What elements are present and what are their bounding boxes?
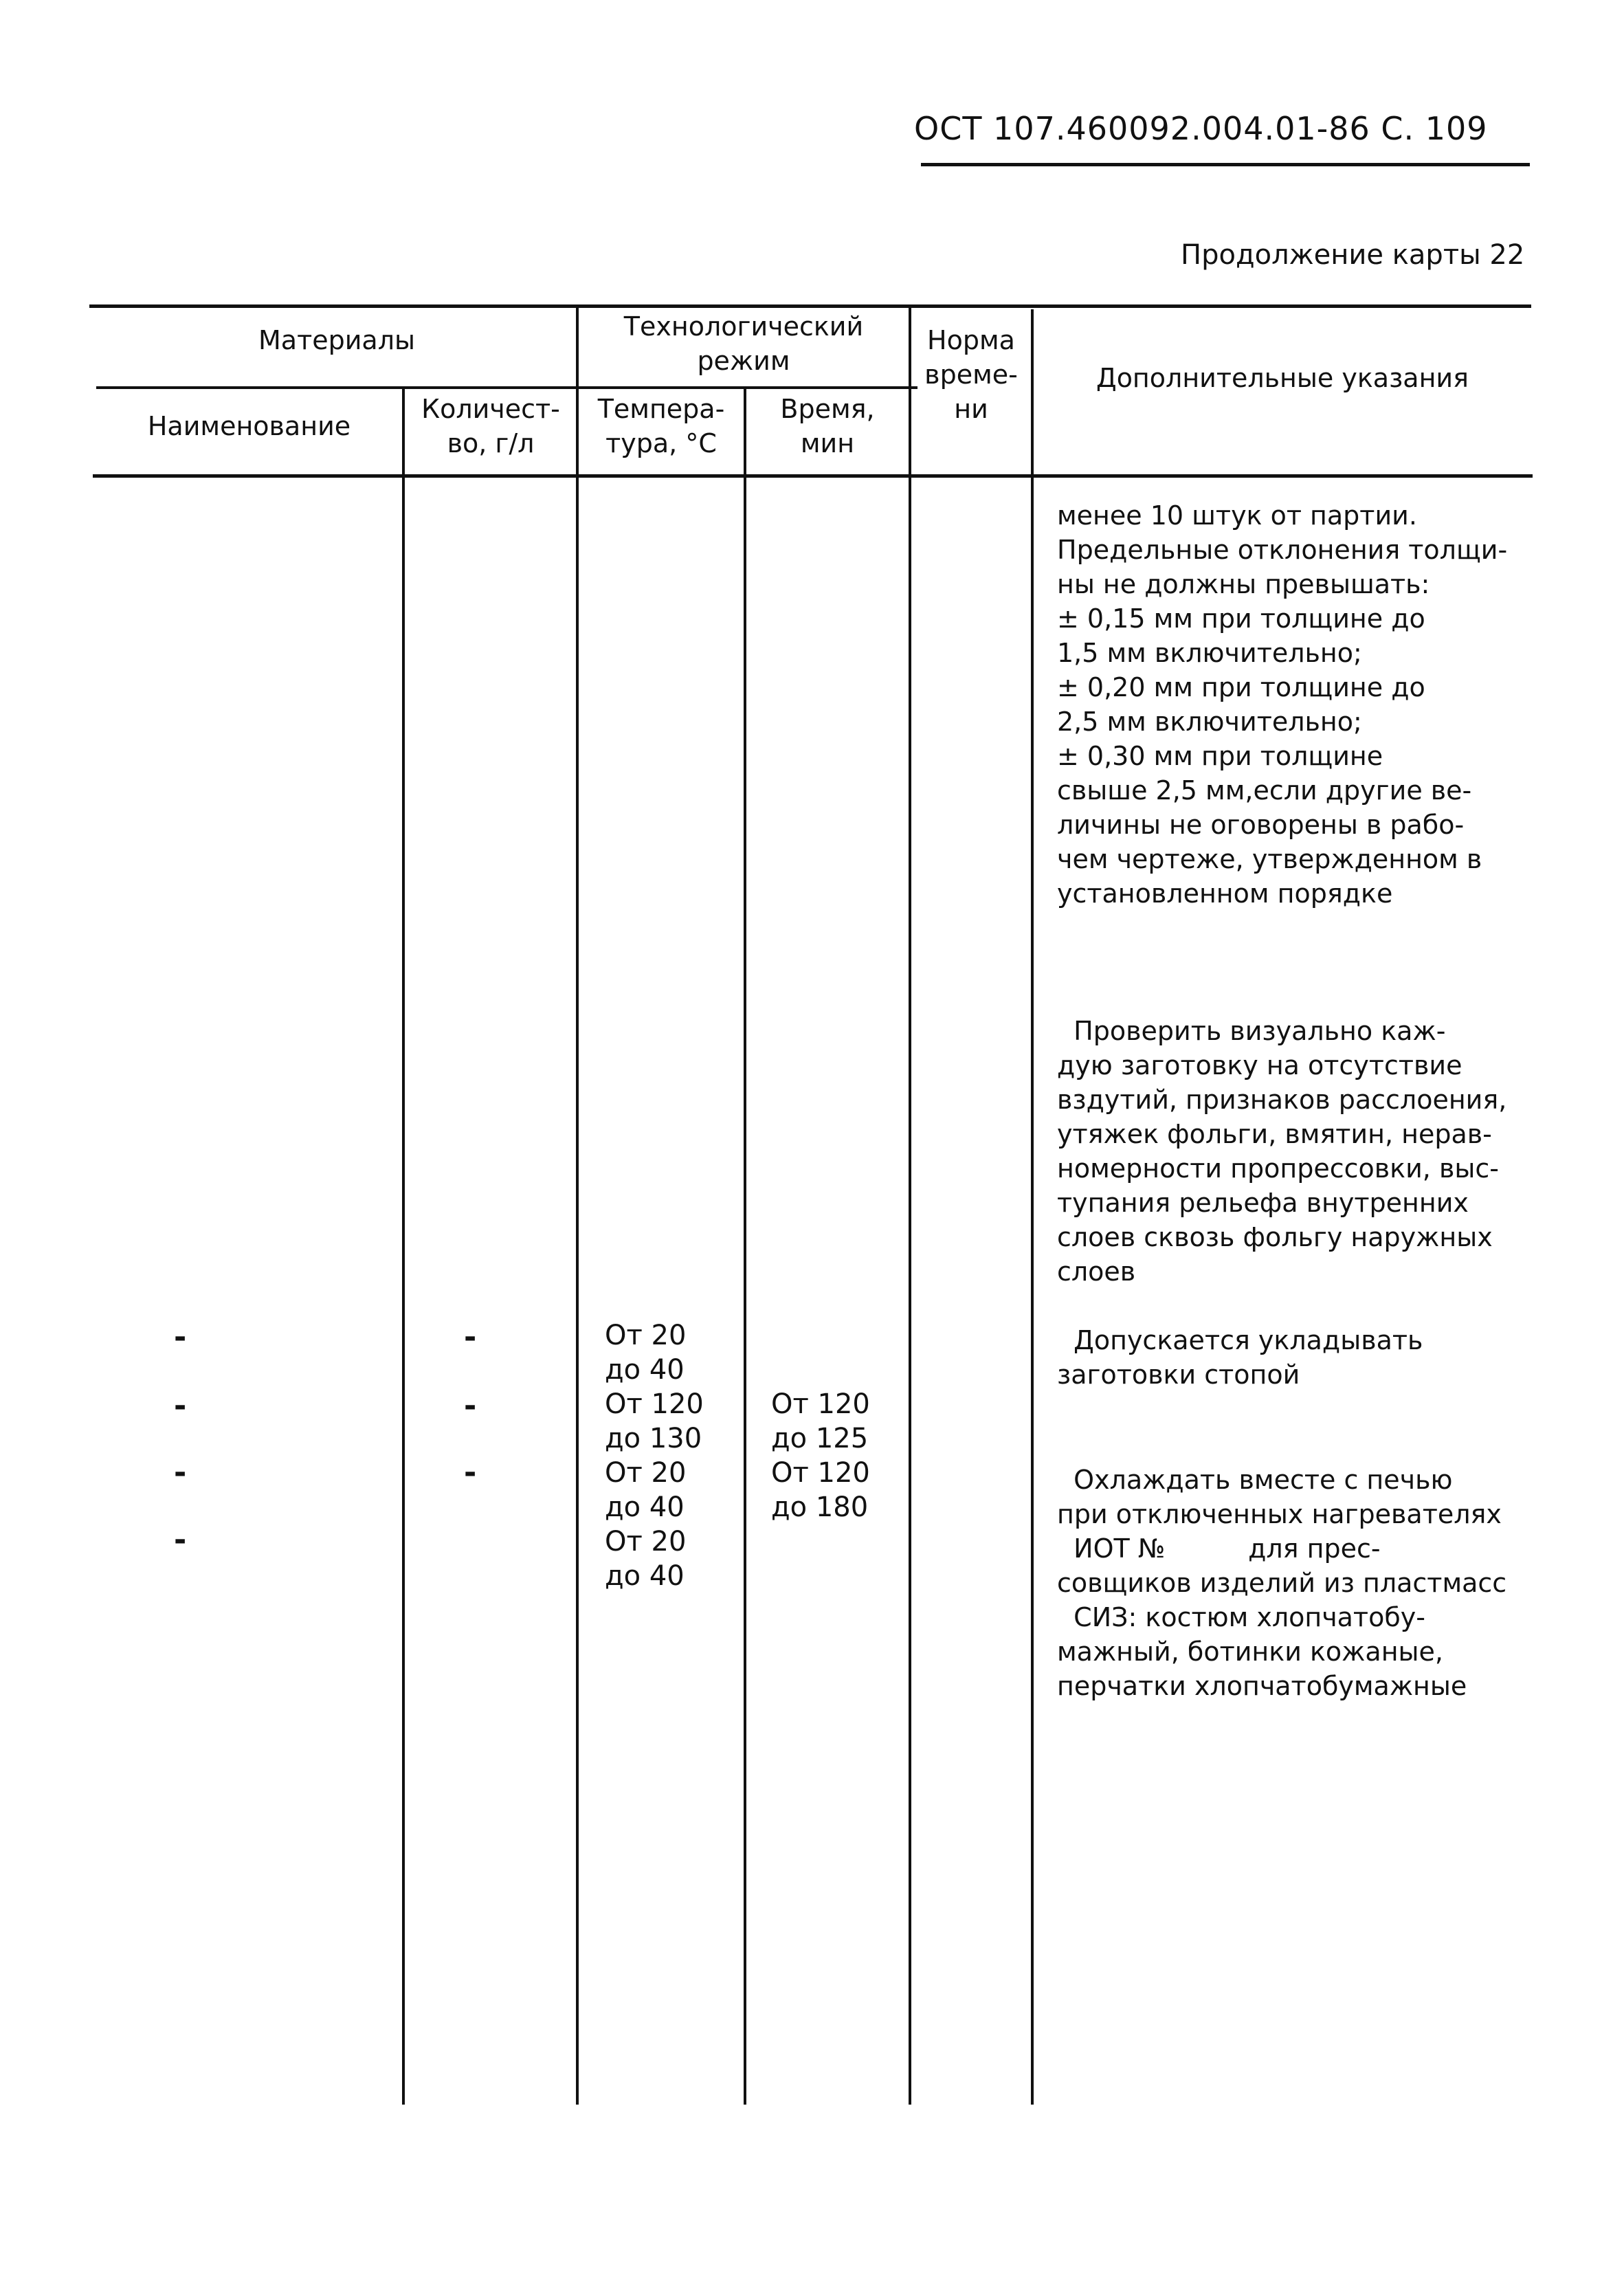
header-tech-mode: Технологический режим (623, 311, 864, 376)
col-divider-tech (909, 304, 911, 2105)
document-number: ОСТ 107.460092.004.01-86 С. 109 (914, 110, 1488, 147)
notes-block-tolerances: менее 10 штук от партии. Предельные отклонения толщи- ны не должны превышать: ± 0,15 мм при толщине до 1,5 мм включительно; ± 0,20 мм при толщине до 2,5 мм включительно; ± 0,30 мм при толщине свыше 2,5 мм,если другие ве- личины не оговорены в рабо- чем чертеже, утвержденном в установленном порядке (1057, 500, 1508, 909)
name-dash: - (174, 1388, 187, 1423)
col-divider-name (402, 386, 405, 2105)
col-divider-temp (744, 386, 746, 2105)
qty-dash: - (464, 1455, 477, 1490)
name-dash: - (174, 1320, 187, 1355)
temperature-values: От 20 до 40 От 120 до 130 От 20 до 40 От 20 до 40 (605, 1320, 704, 1592)
qty-dash: - (464, 1320, 477, 1355)
notes-block-cooling: Охлаждать вместе с печью при отключенных нагревателях ИОТ № для прес- совщиков изделий из пластмасс СИЗ: костюм хлопчатобу- мажный, ботинки кожаные, перчатки хлопчатобумажные (1057, 1465, 1507, 1701)
name-dash: - (174, 1522, 187, 1557)
name-dash: - (174, 1455, 187, 1490)
header-time: Время, мин (780, 394, 875, 458)
notes-block-stacking: Допускается укладывать заготовки стопой (1057, 1325, 1423, 1390)
notes-block-visual-check: Проверить визуально каж- дую заготовку на отсутствие вздутий, признаков расслоения, утяжек фольги, вмятин, нерав- номерности пропрессовки, выс- тупания рельефа внутренних слоев сквозь фольгу наружных слоев (1057, 1016, 1507, 1287)
table-top-rule (89, 304, 1531, 308)
header-materials: Материалы (258, 325, 415, 355)
header-mid-rule-left (96, 386, 917, 389)
qty-dash: - (464, 1388, 477, 1423)
col-divider-materials (576, 304, 579, 2105)
header-bottom-rule (93, 474, 1533, 478)
time-values: От 120 до 125 От 120 до 180 (771, 1388, 870, 1523)
header-notes: Дополнительные указания (1096, 363, 1469, 393)
continuation-label: Продолжение карты 22 (1181, 239, 1525, 271)
header-underline (921, 163, 1530, 166)
header-name: Наименование (147, 411, 351, 441)
header-time-norm: Норма време- ни (924, 325, 1018, 424)
col-divider-norm (1031, 309, 1034, 2105)
header-temperature: Темпера- тура, °С (597, 394, 725, 458)
header-quantity: Количест- во, г/л (421, 394, 560, 458)
